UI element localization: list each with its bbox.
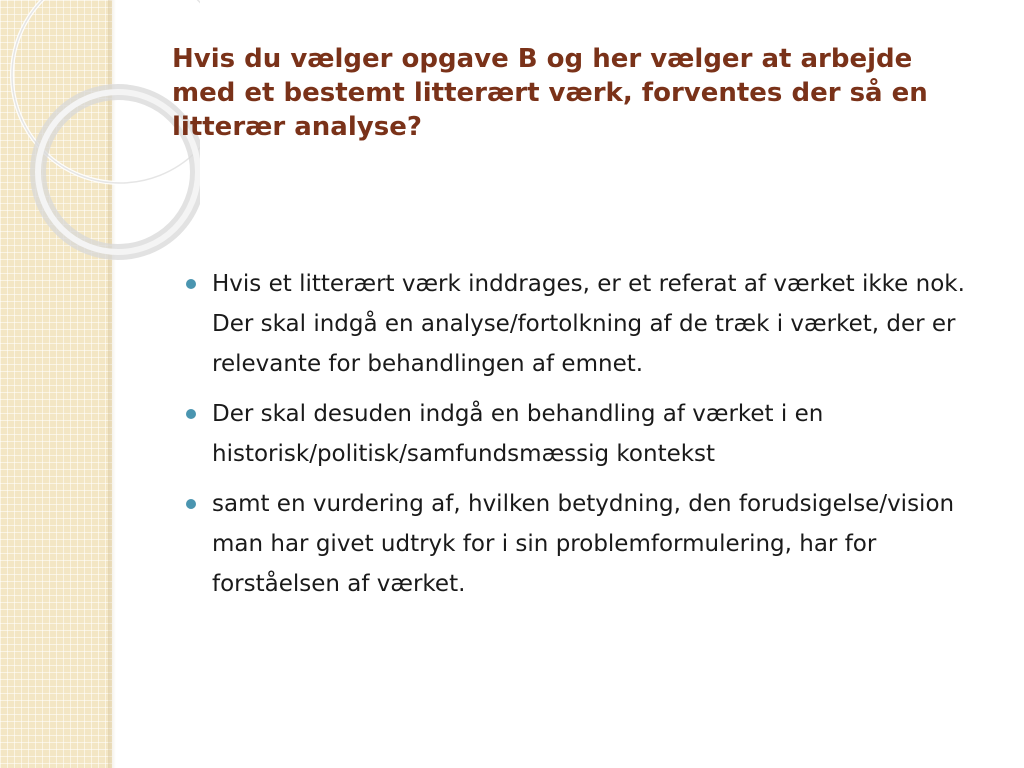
bullet-item — [186, 484, 986, 604]
bullet-text: Der skal desuden indgå en behandling af værket i en historisk/politisk/samfundsmæssig kontekst — [212, 401, 824, 467]
bullet-item — [186, 264, 986, 384]
bullet-text: samt en vurdering af, hvilken betydning, den forudsigelse/vision man har givet udtryk for i sin problemformulering, har for forståelsen af værket. — [212, 491, 955, 597]
bullet-text: Hvis et litterært værk inddrages, er et referat af værket ikke nok. Der skal indgå en analyse/fortolkning af de træk i værket, der er relevante for behandlingen af emnet. — [212, 271, 965, 377]
bullet-list — [186, 264, 986, 614]
slide-title: Hvis du vælger opgave B og her vælger at arbejde med et bestemt litterært værk, forventes der så en litterær analyse? — [172, 44, 928, 142]
decorative-circles — [0, 0, 200, 260]
bullet-marker-icon — [186, 409, 196, 419]
bullet-marker-icon — [186, 499, 196, 509]
bullet-marker-icon — [186, 279, 196, 289]
bullet-item — [186, 394, 986, 474]
